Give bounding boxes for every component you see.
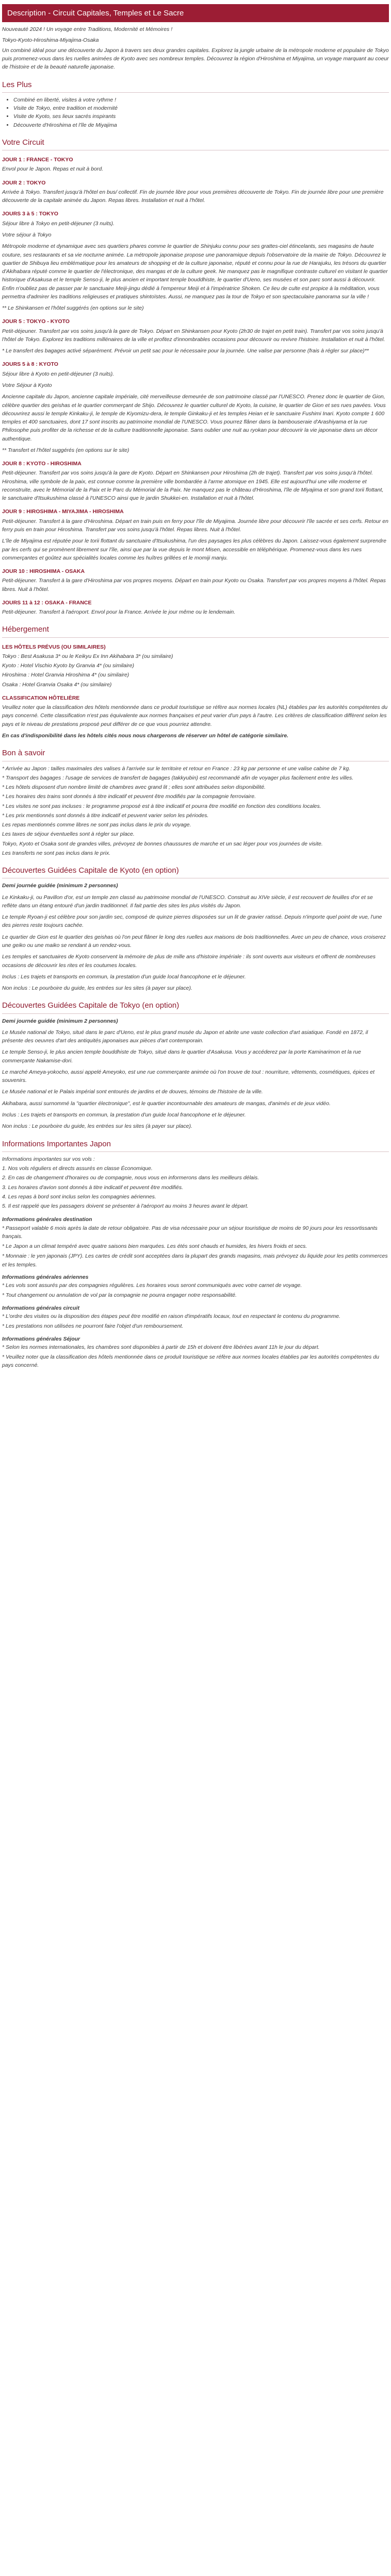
bon-a-savoir-item: * Arrivée au Japon : tailles maximales des valises à l'arrivée sur le territoire et retour en France : 23 kg par personne et une valise cabine de 7 kg. (2, 765, 351, 772)
classification-note: En cas d'indisponibilité dans les hôtels cités nous nous chargerons de réserver un hôtel de catégorie similaire. (2, 733, 289, 739)
hotel-list (2, 652, 389, 689)
hebergement-title: Hébergement (2, 623, 389, 637)
intro-tagline: Nouveauté 2024 ! Un voyage entre Traditions, Modernité et Mémoires ! (2, 26, 173, 33)
tokyo-option-paragraph: Inclus : Les trajets et transports en commun, la prestation d'un guide local francophone et le déjeuner. (2, 1111, 246, 1118)
info-block-heading: Informations générales circuit (2, 1304, 79, 1311)
day-heading: JOUR 1 : FRANCE - TOKYO (2, 157, 73, 163)
tokyo-option-paragraph: Le Musée national et le Palais impérial sont entourés de jardins et de douves, témoins de l'histoire de la ville. (2, 1089, 263, 1095)
day-text: Métropole moderne et dynamique avec ses quartiers phares comme le quartier de Shinjuku connu pour ses grattes-ciel étincelants, ses magasins de haute couture, ses restaurants et sa vie nocturne animée. La métropole japonaise propose une panoramique depuis l'observatoire de la mairie de Tokyo. Découvrez le quartier de Shibuya lieu emblématique pour les amateurs de shopping et de la culture japonaise, réputé et connu pour la rue de Harajuku, les trésors du quartier d'Akihabara réputé comme le quartier de l'électronique, des mangas et de la culture geek. Ne manquez pas le magnifique contraste culturel en visitant le quartier historique d'Asakusa et le temple Senso-ji, le plus ancien et important temple bouddhiste, le quartier d'Ueno, ses musées et son parc sont aussi à découvrir. Enfin n'oubliez pas de passer par le sanctuaire Meiji-jingu dédié à l'empereur Meiji et à l'impératrice Shoken. Ce lieu de culte est propice à la méditation, vous permettra d'admirer les traditions religieuses et pratiques shintoïstes. Aussi, ne manquez pas la tour de Tokyo et son spectaculaire panorama sur la ville ! (2, 243, 388, 300)
bon-a-savoir-list (2, 765, 389, 858)
day-text: Arrivée à Tokyo. Transfert jusqu'à l'hôtel en bus/ collectif. Fin de journée libre pour vous premières découverte de Tokyo. Fin de journée libre pour une première découverte de la capitale animée du Japon. Repas libres. Installation et nuit à l'hôtel. (2, 189, 384, 204)
day-text: L'île de Miyajima est réputée pour le torii flottant du sanctuaire d'Itsukushima, l'un des paysages les plus célèbres du Japon. Laissez-vous également surprendre par les cerfs qui se promènent librement sur l'île, ainsi que par la vue depuis le mont Misen, accessible en téléphérique. Promenez-vous dans les rues commerçantes et goûtez aux spécialités locales comme les huîtres grillées et le momiji manju. (2, 538, 386, 561)
hotel-item: Kyoto : Hotel Vischio Kyoto by Granvia 4* (ou similaire) (2, 663, 134, 669)
info-block-text: * Passeport valable 6 mois après la date de retour obligatoire. Pas de visa nécessaire pour un séjour touristique de moins de 90 jours pour les ressortissants français. (2, 1225, 378, 1240)
bon-a-savoir-item: * Les prix mentionnés sont donnés à titre indicatif et peuvent varier selon les périodes. (2, 812, 209, 819)
infos-intro-line: 3. Les horaires d'avion sont donnés à titre indicatif et peuvent être modifiés. (2, 1184, 184, 1191)
day-text: Ancienne capitale du Japon, ancienne capitale impériale, cité merveilleuse demeurée de son patrimoine classé par l'UNESCO. Prenez donc le quartier de Gion, célèbre quartier des geishas et le quartier commerçant de Shijo. Découvrez le quartier culturel de Kyoto, la cuisine, le quartier de Gion et ses rues pavées. Vous découvrirez aussi le temple Kinkaku-ji, le temple de Kiyomizu-dera, le temple Ginkaku-ji et les temples Heian et le sanctuaire Fushimi Inari. Kyoto compte 1 600 temples et 400 sanctuaires, dont 17 sont inscrits au patrimoine mondial de l'UNESCO. Vous pourrez flâner dans la bambouseraie d'Arashiyama et la rue Philosophe puis profiter de la richesse et de la culture traditionnelle japonaise. Sans oublier une nuit au ryokan pour découvrir la vie japonaise dans un décor authentique. (2, 394, 386, 442)
day-text: Petit-déjeuner. Transfert à la gare d'Hiroshima. Départ en train puis en ferry pour l'île de Miyajima. Journée libre pour découvrir l'île sacrée et ses cerfs. Retour en ferry puis en train pour Hiroshima. Transfert par vos soins jusqu'à l'hôtel. Repas libres. Nuit à l'hôtel. (2, 518, 388, 533)
kyoto-option-paragraph: Le quartier de Gion est le quartier des geishas où l'on peut flâner le long des ruelles aux maisons de bois traditionnelles. Avec un peu de chance, vous croiserez une geiko ou une maiko se rendant à un rendez-vous. (2, 934, 386, 949)
plus-list (2, 96, 389, 129)
bon-a-savoir-item: Les taxes de séjour éventuelles sont à régler sur place. (2, 831, 135, 838)
bon-a-savoir-item: * Les visites ne sont pas incluses : le programme proposé est à titre indicatif et pourra être modifié en fonction des conditions locales. (2, 803, 321, 809)
kyoto-option-title: Découvertes Guidées Capitale de Kyoto (en option) (2, 865, 389, 878)
kyoto-option-paragraph: Le Kinkaku-ji, ou Pavillon d'or, est un temple zen classé au patrimoine mondial de l'UNESCO. Construit au XIVe siècle, il est recouvert de feuilles d'or et se reflète dans un étang entouré d'un jardin traditionnel. Il fait partie des sites les plus visités du Japon. (2, 894, 373, 909)
classification-text: Veuillez noter que la classification des hôtels mentionnée dans ce produit touristique se réfère aux normes locales (NL) établies par les autorités compétentes du pays concerné. Cette classification n'est pas équivalente aux normes françaises et peut varier d'un pays à l'autre. Les critères de classification diffèrent selon les pays et le niveau de prestations proposé peut différer de ce que vous pourriez attendre. (2, 704, 388, 727)
bon-a-savoir-item: Les repas mentionnés comme libres ne sont pas inclus dans le prix du voyage. (2, 822, 191, 828)
day-text: Votre Séjour à Kyoto (2, 382, 52, 388)
circuit-days (2, 156, 389, 616)
day-text: * Le transfert des bagages activé séparément. Prévoir un petit sac pour le nécessaire pour la journée. Une valise par personne (frais à régler sur place)** (2, 348, 369, 354)
page-title: Description - Circuit Capitales, Temples et Le Sacre (2, 4, 389, 22)
infos-title: Informations Importantes Japon (2, 1138, 389, 1152)
info-block-text: * Veuillez noter que la classification des hôtels mentionnée dans ce produit touristique se réfère aux normes locales établies par les autorités compétentes du pays concerné. (2, 1354, 379, 1369)
day-text: Envol pour le Japon. Repas et nuit à bord. (2, 166, 104, 173)
plus-item: • Combiné en liberté, visites à votre rythme ! (13, 96, 389, 104)
infos-intro (2, 1155, 389, 1211)
day-heading: JOUR 10 : HIROSHIMA - OSAKA (2, 568, 85, 575)
day-text: Petit-déjeuner. Transfert à la gare d'Hiroshima par vos propres moyens. Départ en train pour Kyoto ou Osaka. Transfert par vos propres moyens à l'hôtel. Repas libres. Nuit à l'hôtel. (2, 578, 386, 592)
bon-a-savoir-title: Bon à savoir (2, 747, 389, 761)
tokyo-option-paragraph: Non inclus : Le pourboire du guide, les entrées sur les sites (à payer sur place). (2, 1123, 192, 1130)
day-text: Séjour libre à Kyoto en petit-déjeuner (3 nuits). (2, 370, 115, 377)
info-block (2, 1215, 389, 1269)
day-heading: JOURS 3 à 5 : TOKYO (2, 211, 58, 217)
kyoto-option-paragraph: Inclus : Les trajets et transports en commun, la prestation d'un guide local francophone et le déjeuner. (2, 973, 246, 980)
day-heading: JOURS 5 à 8 : KYOTO (2, 361, 58, 368)
info-block (2, 1335, 389, 1370)
kyoto-option-subtitle: Demi journée guidée (minimum 2 personnes) (2, 883, 118, 889)
info-block-text: * L'ordre des visites ou la disposition des étapes peut être modifié en raison d'impératifs locaux, tout en respectant le contenu du programme. (2, 1313, 340, 1320)
tokyo-option-paragraph: Le Musée national de Tokyo, situé dans le parc d'Ueno, est le plus grand musée du Japon et abrite une vaste collection d'art asiatique. Fondé en 1872, il présente des oeuvres d'art des antiquités japonaises aux pièces d'art contemporain. (2, 1029, 368, 1044)
tokyo-option-paragraph: Akihabara, aussi surnommé la "quartier électronique", est le quartier incontournable des amateurs de mangas, d'animés et de jeux vidéo. (2, 1100, 331, 1107)
info-block-heading: Informations générales aériennes (2, 1274, 89, 1280)
info-block (2, 1304, 389, 1331)
info-block-heading: Informations générales destination (2, 1216, 92, 1223)
page (0, 4, 391, 1384)
info-block-heading: Informations générales Séjour (2, 1335, 80, 1342)
intro-text: Un combiné idéal pour une découverte du Japon à travers ses deux grandes capitales. Explorez la jungle urbaine de la métropole moderne et populaire de Tokyo puis promenez-vous dans les ruelles animées de Kyoto avec ses nombreux temples. Découvrez la région d'Hiroshima et Miyajima, un voyage marquant au coeur de l'histoire et de la beauté naturelle japonaise. (2, 47, 389, 71)
bon-a-savoir-item: * Les horaires des trains sont donnés à titre indicatif et peuvent être modifiés par la compagnie ferroviaire. (2, 793, 256, 800)
tokyo-option-paragraph: Le marché Ameya-yokocho, aussi appelé Ameyoko, est une rue commerçante animée où l'on trouve de tout : nourriture, vêtements, cosmétiques, épices et souvenirs. (2, 1069, 375, 1084)
tokyo-option-paragraph: Le temple Senso-ji, le plus ancien temple bouddhiste de Tokyo, situé dans le quartier d'Asakusa. Vous y accéderez par la porte Kaminarimon et la rue commerçante Nakamise-dori. (2, 1049, 361, 1064)
day-heading: JOUR 5 : TOKYO - KYOTO (2, 318, 70, 325)
info-block (2, 1273, 389, 1300)
bon-a-savoir-item: * Transport des bagages : l'usage de services de transfert de bagages (takkyubin) est recommandé afin de voyager plus facilement entre les villes. (2, 774, 354, 781)
kyoto-option-paragraph: Les temples et sanctuaires de Kyoto conservent la mémoire de plus de mille ans d'histoire impériale : ils sont ouverts aux visiteurs et offrent de nombreuses occasions de découvrir les rites et les coutumes locales. (2, 954, 376, 969)
day-heading: JOUR 2 : TOKYO (2, 179, 46, 186)
info-block-text: * Selon les normes internationales, les chambres sont disponibles à partir de 15h et doivent être libérées avant 11h le jour du départ. (2, 1344, 320, 1350)
info-block-text: * Tout changement ou annulation de vol par la compagnie ne pourra engager notre responsabilité. (2, 1292, 237, 1299)
bon-a-savoir-item: Les transferts ne sont pas inclus dans le prix. (2, 850, 111, 856)
kyoto-option-paragraph: Non inclus : Le pourboire du guide, les entrées sur les sites (à payer sur place). (2, 985, 192, 992)
kyoto-option-text (2, 893, 389, 993)
kyoto-option-paragraph: Le temple Ryoan-ji est célèbre pour son jardin sec, composé de quinze pierres disposées sur un lit de gravier ratissé. Depuis n'importe quel point de vue, l'une des pierres reste toujours cachée. (2, 914, 382, 929)
infos-intro-line: 5. Il est rappelé que les passagers doivent se présenter à l'aéroport au moins 3 heures avant le départ. (2, 1203, 249, 1210)
intro-route: Tokyo-Kyoto-Hiroshima-Miyajima-Osaka (2, 37, 99, 43)
infos-intro-line: 2. En cas de changement d'horaires ou de compagnie, nous vous en informerons dans les meilleurs délais. (2, 1175, 259, 1181)
day-text: Petit-déjeuner. Transfert à l'aéroport. Envol pour la France. Arrivée le jour même ou le lendemain. (2, 609, 236, 616)
hotel-item: Tokyo : Best Asakusa 3* ou le Keikyu Ex Inn Akihabara 3* (ou similaire) (2, 653, 173, 659)
day-text: Votre séjour à Tokyo (2, 232, 52, 238)
hotels-subtitle: LES HÔTELS PRÉVUS (OU SIMILAIRES) (2, 643, 106, 650)
hotel-item: Osaka : Hotel Granvia Osaka 4* (ou similaire) (2, 681, 112, 688)
day-heading: JOUR 8 : KYOTO - HIROSHIMA (2, 461, 82, 467)
info-block-text: * Les prestations non utilisées ne pourront faire l'objet d'un remboursement. (2, 1323, 184, 1330)
intro (2, 25, 389, 71)
infos-blocks (2, 1215, 389, 1369)
plus-item: • Visite de Tokyo, entre tradition et modernité (13, 104, 389, 112)
day-text: Petit-déjeuner. Transfert par vos soins jusqu'à la gare de Tokyo. Départ en Shinkansen pour Kyoto (2h30 de trajet en petit train). Transfert par vos soins jusqu'à l'hôtel de Tokyo. Explorez les traditions millénaires de la ville et profitez d'innombrables occasions pour découvrir ou revivre l'histoire. Installation et nuit à l'hôtel. (2, 328, 385, 343)
info-block-text: * Monnaie : le yen japonais (JPY). Les cartes de crédit sont acceptées dans la plupart des grands magasins, mais prévoyez du liquide pour les petits commerces et les temples. (2, 1253, 388, 1268)
infos-intro-line: 1. Nos vols réguliers et directs assurés en classe Économique. (2, 1165, 153, 1172)
tokyo-option-title: Découvertes Guidées Capitale de Tokyo (en option) (2, 999, 389, 1013)
infos-intro-line: Informations importantes sur vos vols : (2, 1156, 95, 1162)
day-text: ** Le Shinkansen et l'hôtel suggérés (en options sur le site) (2, 305, 144, 312)
tokyo-option-text (2, 1028, 389, 1131)
plus-item: • Découverte d'Hiroshima et l'île de Miyajima (13, 121, 389, 129)
day-heading: JOUR 9 : HIROSHIMA - MIYAJIMA - HIROSHIMA (2, 509, 124, 515)
day-heading: JOURS 11 à 12 : OSAKA - FRANCE (2, 599, 92, 606)
day-text: ** Transfert et l'hôtel suggérés (en options sur le site) (2, 447, 129, 453)
info-block-text: * Le Japon a un climat tempéré avec quatre saisons bien marquées. Les étés sont chauds et humides, les hivers froids et secs. (2, 1243, 307, 1250)
day-text: Petit-déjeuner. Transfert par vos soins jusqu'à la gare de Kyoto. Départ en Shinkansen pour Hiroshima (2h de trajet). Transfert par vos soins jusqu'à l'hôtel. Hiroshima, ville symbole de la paix, est connue comme la première ville bombardée à l'arme atomique en 1945. Elle est aujourd'hui une ville moderne et reconstruite, avec le Mémorial de la Paix et le Parc du Mémorial de la Paix. Ne manquez pas le château d'Hiroshima, l'île de Miyajima et son grand torii flottant, le sanctuaire d'Itsukushima classé à l'UNESCO ainsi que le jardin Shukkei-en. Installation et nuit à l'hôtel. (2, 470, 384, 502)
day-text: Séjour libre à Tokyo en petit-déjeuner (3 nuits). (2, 220, 115, 227)
infos-intro-line: 4. Les repas à bord sont inclus selon les compagnies aériennes. (2, 1193, 156, 1200)
classification-title: CLASSIFICATION HÔTELIÈRE (2, 694, 80, 701)
tokyo-option-subtitle: Demi journée guidée (minimum 2 personnes) (2, 1018, 118, 1024)
plus-item: • Visite de Kyoto, ses lieux sacrés inspirants (13, 112, 389, 121)
bon-a-savoir-item: * Les hôtels disposent d'un nombre limité de chambres avec grand lit ; elles sont attribuées selon disponibilité. (2, 784, 266, 791)
bon-a-savoir-item: Tokyo, Kyoto et Osaka sont de grandes villes, prévoyez de bonnes chaussures de marche et un sac léger pour vos journées de visite. (2, 840, 323, 847)
plus-title: Les Plus (2, 79, 389, 93)
hotel-item: Hiroshima : Hotel Granvia Hiroshima 4* (ou similaire) (2, 672, 129, 679)
info-block-text: * Les vols sont assurés par des compagnies régulières. Les horaires vous seront communiqués avec votre carnet de voyage. (2, 1282, 302, 1289)
circuit-title: Votre Circuit (2, 137, 389, 150)
